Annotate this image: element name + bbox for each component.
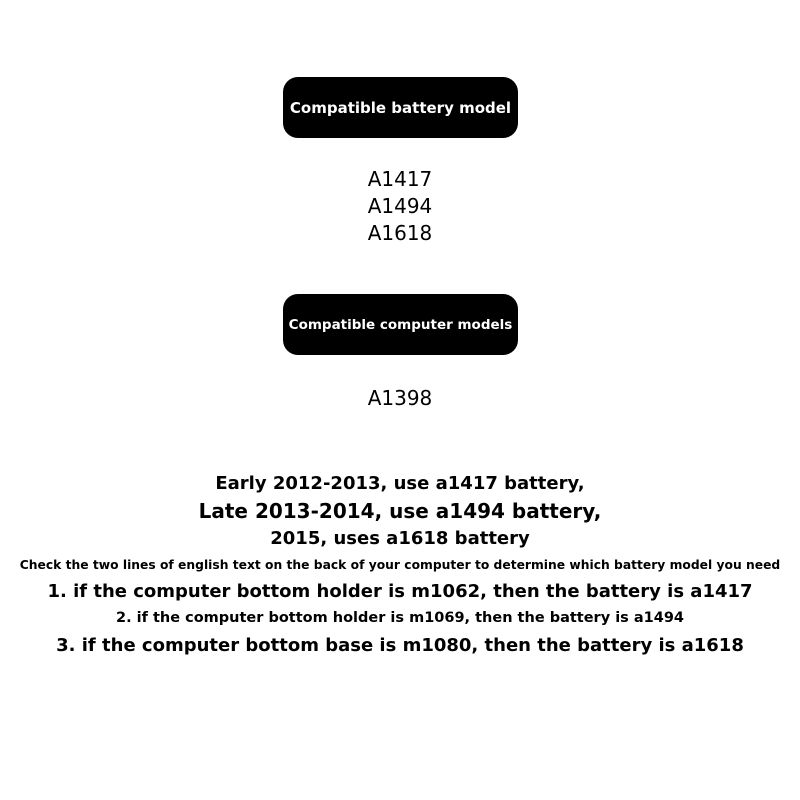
battery-model-heading xyxy=(283,77,518,138)
battery-model-item: A1494 xyxy=(367,194,433,218)
computer-model-item: A1398 xyxy=(367,386,433,410)
note-early: Early 2012-2013, use a1417 battery, xyxy=(215,473,585,494)
rule-3: 3. if the computer bottom base is m1080, then the battery is a1618 xyxy=(56,635,744,656)
note-late: Late 2013-2014, use a1494 battery, xyxy=(198,499,602,523)
note-check-instructions: Check the two lines of english text on the back of your computer to determine which battery model you need xyxy=(19,558,781,572)
rule-1: 1. if the computer bottom holder is m1062, then the battery is a1417 xyxy=(47,581,753,602)
battery-model-item: A1417 xyxy=(367,167,433,191)
rule-2: 2. if the computer bottom holder is m1069, then the battery is a1494 xyxy=(116,610,684,626)
computer-model-list xyxy=(0,385,800,412)
battery-model-heading-text: Compatible battery model xyxy=(289,98,512,117)
computer-model-heading-text: Compatible computer models xyxy=(288,316,513,333)
battery-model-list xyxy=(0,166,800,247)
computer-model-heading xyxy=(283,294,518,355)
note-2015: 2015, uses a1618 battery xyxy=(270,528,530,549)
battery-model-item: A1618 xyxy=(367,221,433,245)
